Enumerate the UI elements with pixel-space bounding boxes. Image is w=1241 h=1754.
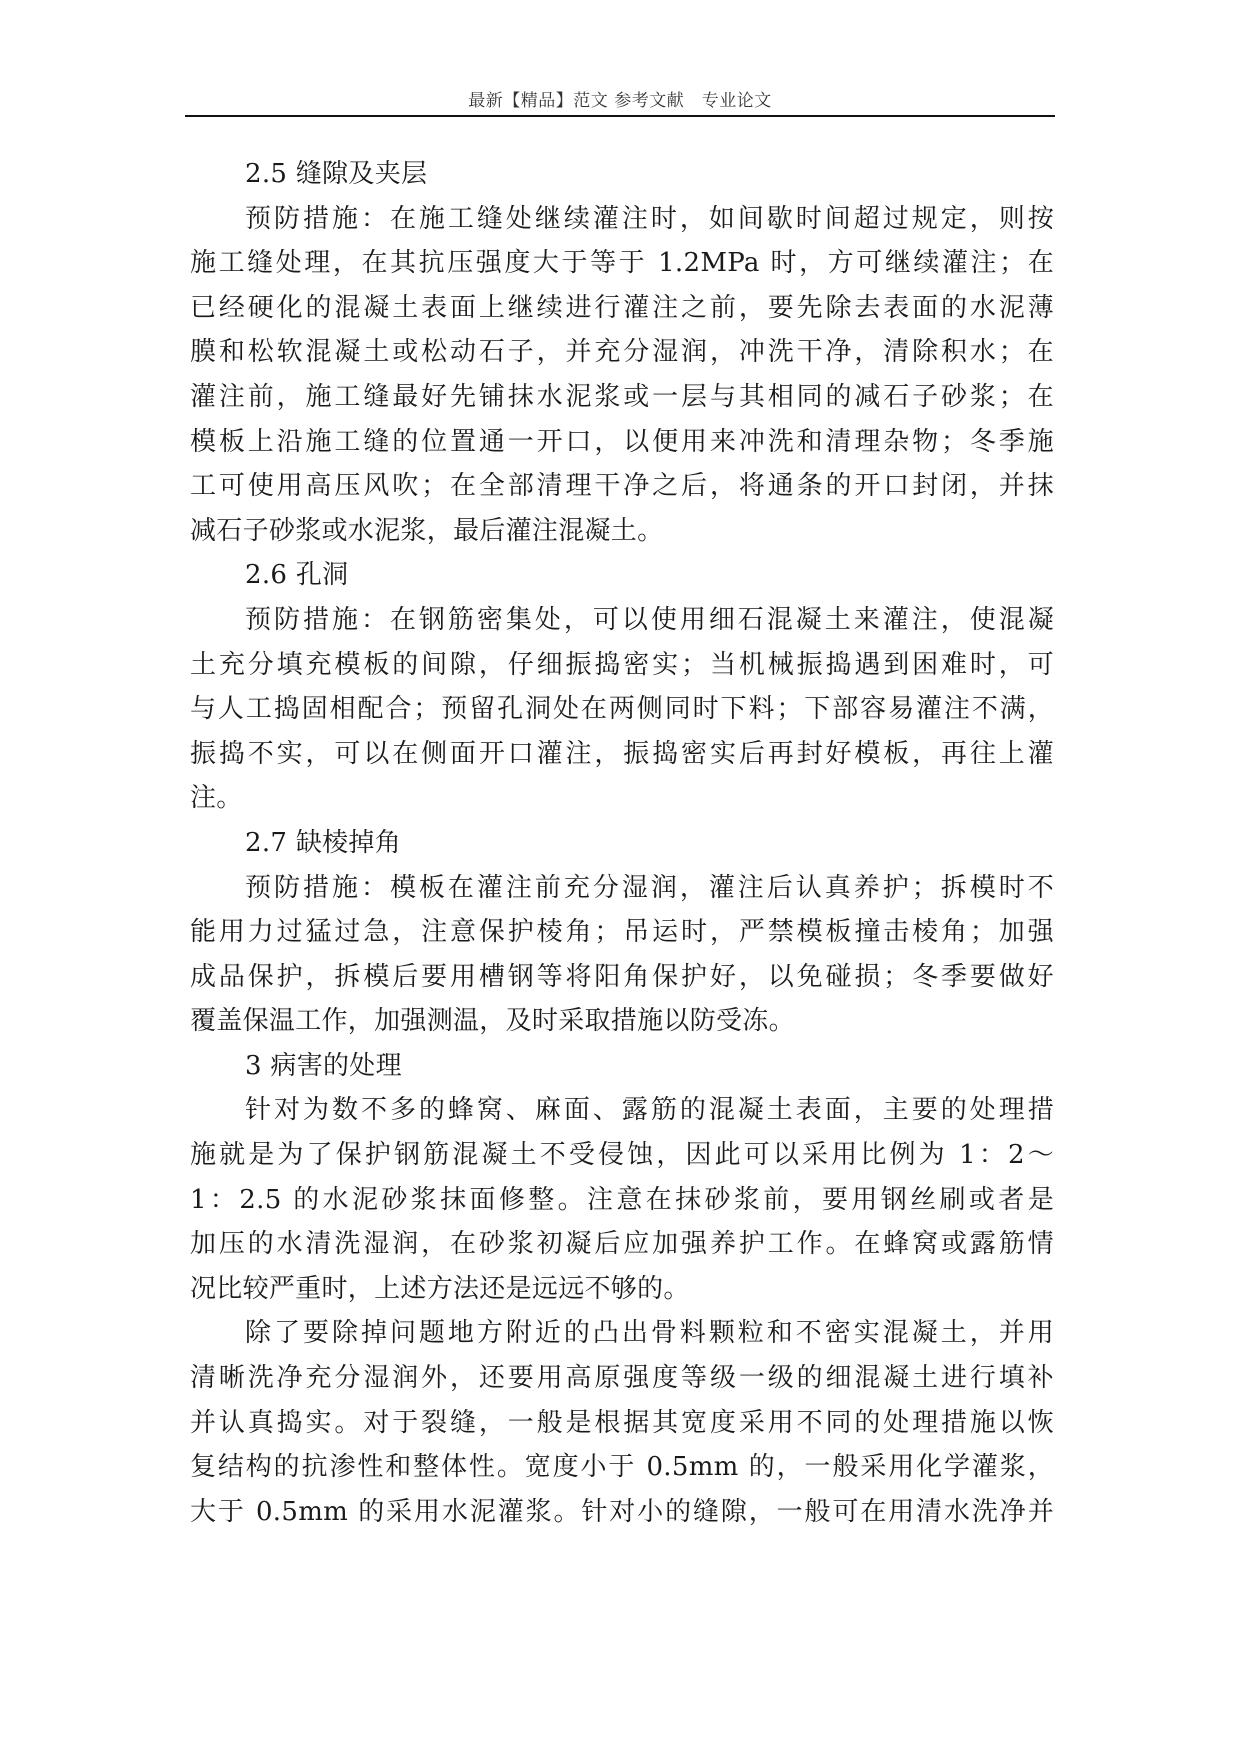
text-line: 工可使用高压风吹；在全部清理干净之后，将通条的开口封闭，并抹: [190, 471, 1054, 502]
page-header: 最新【精品】范文 参考文献 专业论文: [468, 91, 772, 111]
header-rule: [185, 115, 1055, 117]
text-line: 覆盖保温工作，加强测温，及时采取措施以防受冻。: [190, 1006, 795, 1037]
text-line: 加压的水清洗湿润，在砂浆初凝后应加强养护工作。在蜂窝或露筋情: [190, 1229, 1054, 1260]
text-line: 清晰洗净充分湿润外，还要用高原强度等级一级的细混凝土进行填补: [190, 1363, 1054, 1394]
section-heading: 2.6 孔洞: [245, 560, 349, 591]
text-line: 复结构的抗渗性和整体性。宽度小于 0.5mm 的，一般采用化学灌浆，: [190, 1452, 1054, 1483]
text-line: 并认真捣实。对于裂缝，一般是根据其宽度采用不同的处理措施以恢: [190, 1407, 1054, 1438]
text-line: 施就是为了保护钢筋混凝土不受侵蚀，因此可以采用比例为 1：2～: [190, 1140, 1054, 1171]
text-line: 1：2.5 的水泥砂浆抹面修整。注意在抹砂浆前，要用钢丝刷或者是: [190, 1184, 1054, 1215]
text-line: 模板上沿施工缝的位置通一开口，以便用来冲洗和清理杂物；冬季施: [190, 426, 1054, 457]
text-line: 膜和松软混凝土或松动石子，并充分湿润，冲洗干净，清除积水；在: [190, 337, 1054, 368]
text-line: 况比较严重时，上述方法还是远远不够的。: [190, 1273, 690, 1304]
text-line: 成品保护，拆模后要用槽钢等将阳角保护好，以免碰损；冬季要做好: [190, 961, 1054, 992]
text-line: 注。: [190, 783, 243, 814]
text-line: 土充分填充模板的间隙，仔细振捣密实；当机械振捣遇到困难时，可: [190, 649, 1054, 680]
text-line: 能用力过猛过急，注意保护棱角；吊运时，严禁模板撞击棱角；加强: [190, 917, 1054, 948]
text-line: 预防措施：在施工缝处继续灌注时，如间歇时间超过规定，则按: [245, 203, 1054, 234]
text-line: 针对为数不多的蜂窝、麻面、露筋的混凝土表面，主要的处理措: [245, 1095, 1054, 1126]
text-line: 除了要除掉问题地方附近的凸出骨料颗粒和不密实混凝土，并用: [245, 1318, 1054, 1349]
text-line: 预防措施：在钢筋密集处，可以使用细石混凝土来灌注，使混凝: [245, 604, 1054, 635]
text-line: 灌注前，施工缝最好先铺抹水泥浆或一层与其相同的减石子砂浆；在: [190, 381, 1054, 412]
text-line: 施工缝处理，在其抗压强度大于等于 1.2MPa 时，方可继续灌注；在: [190, 248, 1054, 279]
text-line: 预防措施：模板在灌注前充分湿润，灌注后认真养护；拆模时不: [245, 872, 1054, 903]
text-line: 振捣不实，可以在侧面开口灌注，振捣密实后再封好模板，再往上灌: [190, 738, 1054, 769]
body-text: [190, 152, 1054, 1534]
section-heading: 2.7 缺棱掉角: [245, 827, 402, 858]
text-line: 与人工捣固相配合；预留孔洞处在两侧同时下料；下部容易灌注不满，: [190, 694, 1054, 725]
text-line: 已经硬化的混凝土表面上继续进行灌注之前，要先除去表面的水泥薄: [190, 292, 1054, 323]
text-line: 减石子砂浆或水泥浆，最后灌注混凝土。: [190, 515, 664, 546]
section-heading: 2.5 缝隙及夹层: [245, 159, 428, 189]
text-line: 大于 0.5mm 的采用水泥灌浆。针对小的缝隙，一般可在用清水洗净并: [190, 1496, 1054, 1527]
section-heading: 3 病害的处理: [245, 1050, 402, 1081]
